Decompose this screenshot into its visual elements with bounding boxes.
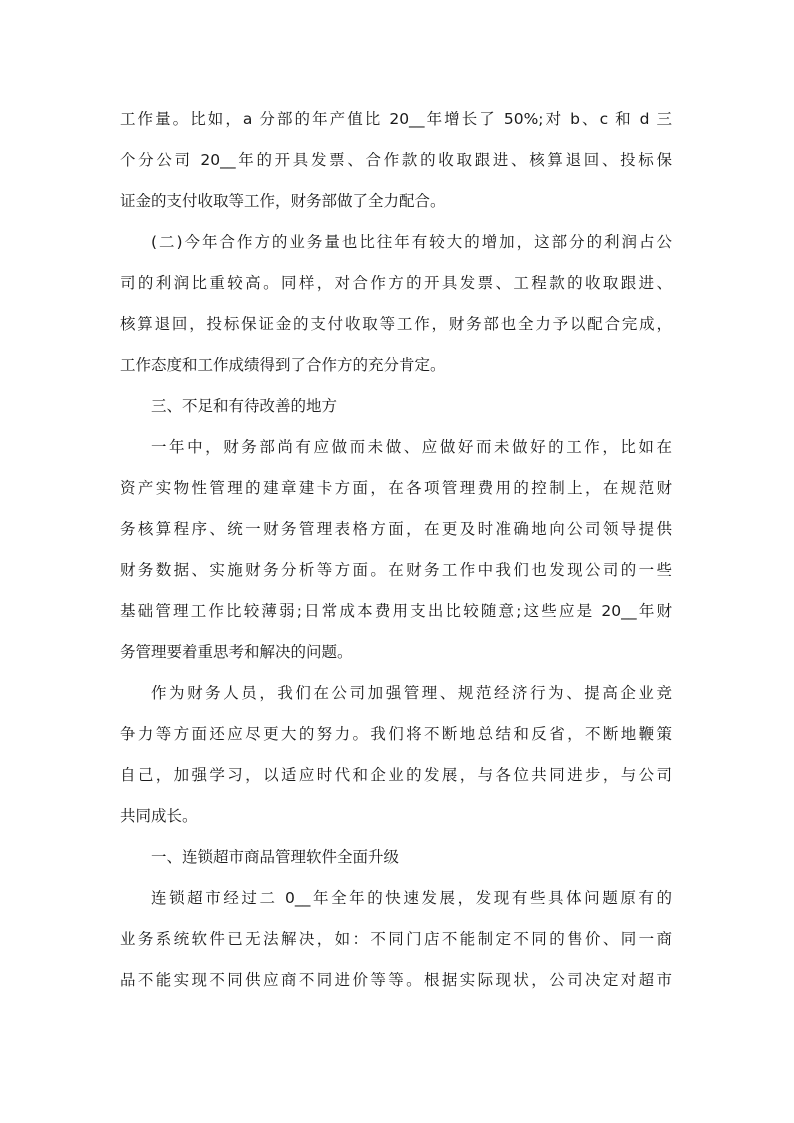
text-line: 资产实物性管理的建章建卡方面，在各项管理费用的控制上，在规范财 — [120, 479, 672, 497]
section-heading — [120, 837, 672, 878]
paragraph — [120, 427, 672, 673]
text-line: (二)今年合作方的业务量也比往年有较大的增加，这部分的利润占公 — [151, 233, 672, 251]
text-line: 连锁超市经过二 0__年全年的快速发展，发现有些具体问题原有的 — [151, 889, 672, 907]
text-line: 财务数据、实施财务分析等方面。在财务工作中我们也发现公司的一些 — [120, 561, 672, 579]
text-line: 共同成长。 — [120, 807, 198, 825]
text-line: 自己，加强学习，以适应时代和企业的发展，与各位共同进步，与公司 — [120, 766, 672, 784]
section-heading — [120, 386, 672, 427]
heading-text: 三、不足和有待改善的地方 — [151, 397, 338, 415]
text-line: 务核算程序、统一财务管理表格方面，在更及时准确地向公司领导提供 — [120, 520, 672, 538]
text-line: 工作态度和工作成绩得到了合作方的充分肯定。 — [120, 356, 446, 374]
text-line: 务管理要着重思考和解决的问题。 — [120, 643, 353, 661]
text-line: 司的利润比重较高。同样，对合作方的开具发票、工程款的收取跟进、 — [120, 274, 672, 292]
paragraph — [120, 673, 672, 837]
paragraph — [120, 222, 672, 386]
paragraph — [120, 878, 672, 1001]
text-line: 个分公司 20__年的开具发票、合作款的收取跟进、核算退回、投标保 — [120, 151, 672, 169]
text-line: 工作量。比如，a 分部的年产值比 20__年增长了 50%;对 b、c 和 d 三 — [120, 110, 672, 128]
text-line: 一年中，财务部尚有应做而未做、应做好而未做好的工作，比如在 — [151, 438, 672, 456]
text-line: 品不能实现不同供应商不同进价等等。根据实际现状，公司决定对超市 — [120, 971, 672, 989]
heading-text: 一、连锁超市商品管理软件全面升级 — [151, 848, 400, 866]
document-page — [120, 99, 672, 1001]
text-line: 争力等方面还应尽更大的努力。我们将不断地总结和反省，不断地鞭策 — [120, 725, 672, 743]
text-line: 基础管理工作比较薄弱;日常成本费用支出比较随意;这些应是 20__年财 — [120, 602, 672, 620]
text-line: 业务系统软件已无法解决，如：不同门店不能制定不同的售价、同一商 — [120, 930, 672, 948]
text-line: 核算退回，投标保证金的支付收取等工作，财务部也全力予以配合完成， — [120, 315, 672, 333]
paragraph — [120, 99, 672, 222]
text-line: 证金的支付收取等工作，财务部做了全力配合。 — [120, 192, 446, 210]
text-line: 作为财务人员，我们在公司加强管理、规范经济行为、提高企业竞 — [151, 684, 672, 702]
